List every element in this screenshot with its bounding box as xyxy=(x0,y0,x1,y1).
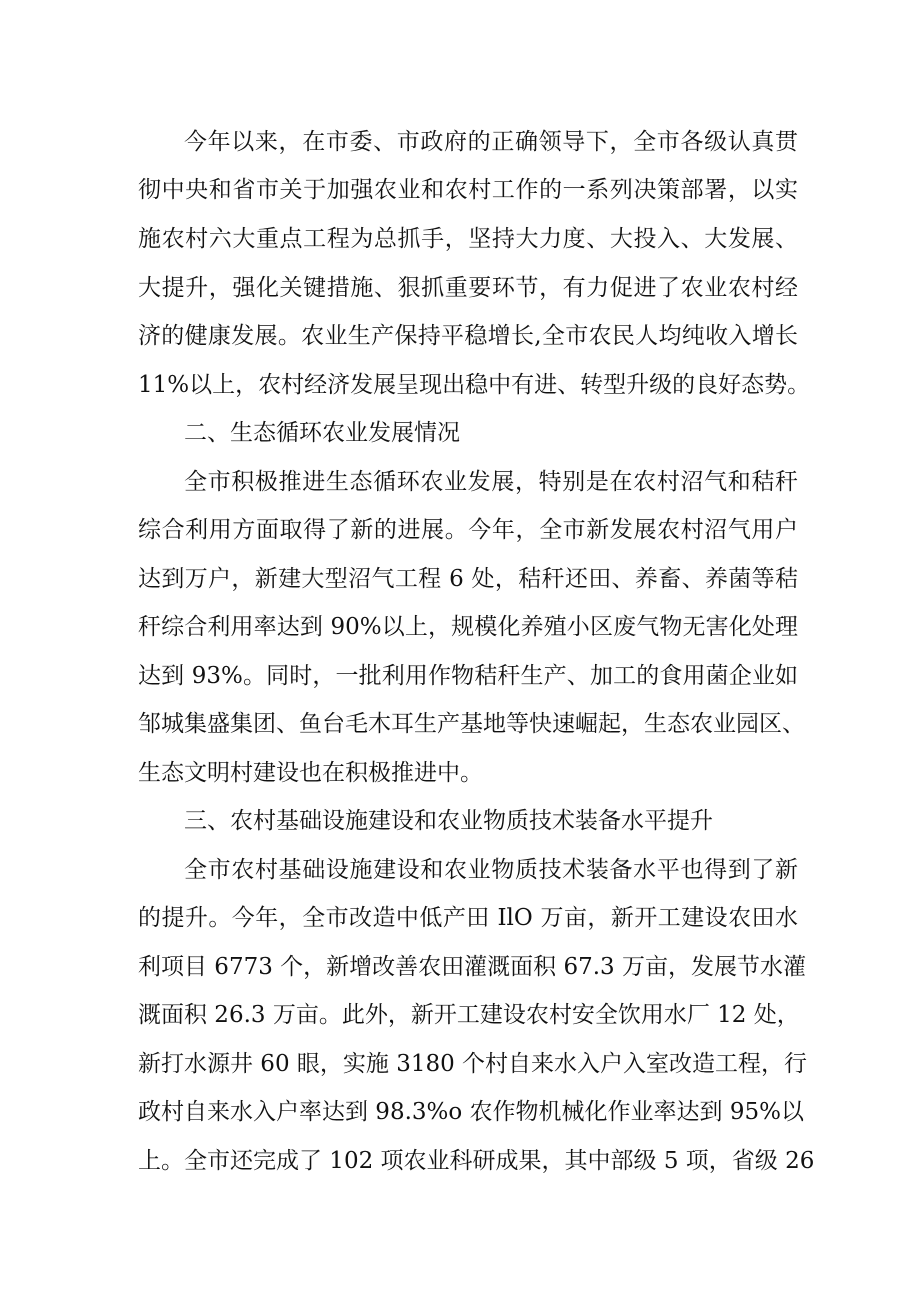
paragraph-1-line-2: 彻中央和省市关于加强农业和农村工作的一系列决策部署，以实 xyxy=(138,177,798,203)
paragraph-1-line-6: 11%以上，农村经济发展呈现出稳中有进、转型升级的良好态势。 xyxy=(138,372,811,398)
paragraph-2-line-6: 邹城集盛集团、鱼台毛木耳生产基地等快速崛起，生态农业园区、 xyxy=(138,711,805,737)
paragraph-3-line-2: 的提升。今年，全市改造中低产田 IlO 万亩，新开工建设农田水 xyxy=(138,905,798,931)
paragraph-2-line-5: 达到 93%。同时，一批利用作物秸秆生产、加工的食用菌企业如 xyxy=(138,663,798,689)
paragraph-1-line-3: 施农村六大重点工程为总抓手，坚持大力度、大投入、大发展、 xyxy=(138,226,798,252)
paragraph-2-line-3: 达到万户，新建大型沼气工程 6 处，秸秆还田、养畜、养菌等秸 xyxy=(138,566,798,592)
paragraph-3-line-5: 新打水源井 60 眼，实施 3180 个村自来水入户入室改造工程，行 xyxy=(138,1051,808,1077)
paragraph-2-line-1: 全市积极推进生态循环农业发展，特别是在农村沼气和秸秆 xyxy=(184,469,798,495)
paragraph-3-line-6: 政村自来水入户率达到 98.3%o 农作物机械化作业率达到 95%以 xyxy=(138,1099,804,1125)
paragraph-2-line-4: 秆综合利用率达到 90%以上，规模化养殖小区废气物无害化处理 xyxy=(138,614,798,640)
section-heading-3: 三、农村基础设施建设和农业物质技术装备水平提升 xyxy=(184,808,713,834)
paragraph-3-line-3: 利项目 6773 个，新增改善农田灌溉面积 67.3 万亩，发展节水灌 xyxy=(138,954,806,980)
paragraph-1-line-5: 济的健康发展。农业生产保持平稳增长,全市农民人均纯收入增长 xyxy=(138,323,798,349)
paragraph-2-line-7: 生态文明村建设也在积极推进中。 xyxy=(138,760,483,786)
section-heading-2: 二、生态循环农业发展情况 xyxy=(184,420,460,446)
paragraph-3-line-4: 溉面积 26.3 万亩。此外，新开工建设农村安全饮用水厂 12 处， xyxy=(138,1002,800,1028)
paragraph-3-line-1: 全市农村基础设施建设和农业物质技术装备水平也得到了新 xyxy=(184,857,798,883)
paragraph-3-line-7: 上。全市还完成了 102 项农业科研成果，其中部级 5 项，省级 26 xyxy=(138,1148,815,1174)
paragraph-1-line-1: 今年以来，在市委、市政府的正确领导下，全市各级认真贯 xyxy=(184,129,798,155)
paragraph-1-line-4: 大提升，强化关键措施、狠抓重要环节，有力促进了农业农村经 xyxy=(138,275,798,301)
paragraph-2-line-2: 综合利用方面取得了新的进展。今年，全市新发展农村沼气用户 xyxy=(138,517,798,543)
